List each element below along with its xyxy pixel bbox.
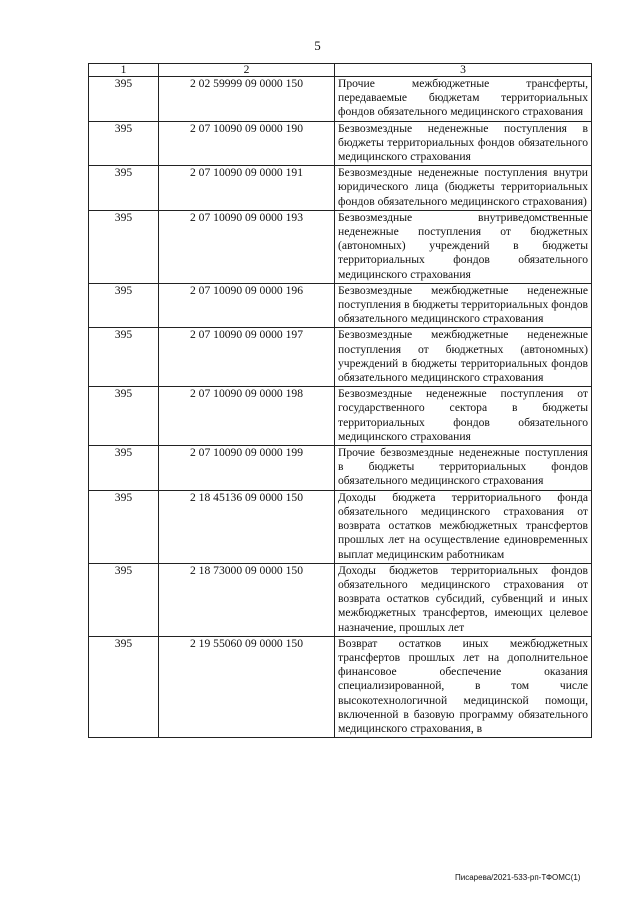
budget-code-cell: 2 07 10090 09 0000 193 [159,210,335,283]
budget-code-cell: 2 07 10090 09 0000 190 [159,121,335,166]
budget-code-cell: 2 07 10090 09 0000 191 [159,166,335,211]
admin-code-cell: 395 [89,166,159,211]
budget-code-cell: 2 19 55060 09 0000 150 [159,636,335,737]
table-row [89,563,592,636]
table-row [89,328,592,387]
table-row [89,636,592,737]
description-cell: Безвозмездные межбюджетные неденежные поступления от бюджетных (автономных) учреждений в бюджеты территориальных фондов обязательного медицинского страхования [335,328,592,387]
column-header-2: 2 [159,64,335,77]
description-cell: Возврат остатков иных межбюджетных трансфертов прошлых лет на дополнительное финансовое обеспечение оказания специализированной, в том числе высокотехнологичной медицинской помощи, включенной в базовую программу обязательного медицинского страхования, в [335,636,592,737]
admin-code-cell: 395 [89,387,159,446]
admin-code-cell: 395 [89,210,159,283]
table-row [89,210,592,283]
table-row [89,446,592,491]
description-cell: Прочие межбюджетные трансферты, передаваемые бюджетам территориальных фондов обязательного медицинского страхования [335,77,592,122]
description-cell: Безвозмездные внутриведомственные неденежные поступления от бюджетных (автономных) учреждений в бюджеты территориальных фондов обязательного медицинского страхования [335,210,592,283]
budget-code-cell: 2 18 73000 09 0000 150 [159,563,335,636]
table-row [89,121,592,166]
budget-code-cell: 2 07 10090 09 0000 199 [159,446,335,491]
admin-code-cell: 395 [89,563,159,636]
description-cell: Доходы бюджетов территориальных фондов обязательного медицинского страхования от возврата остатков субсидий, субвенций и иных межбюджетных трансфертов, имеющих целевое назначение, прошлых лет [335,563,592,636]
table-row [89,166,592,211]
document-footer-reference: Писарева/2021-533-рп-ТФОМС(1) [455,873,581,882]
admin-code-cell: 395 [89,446,159,491]
description-cell: Безвозмездные межбюджетные неденежные поступления в бюджеты территориальных фондов обязательного медицинского страхования [335,283,592,328]
budget-code-cell: 2 07 10090 09 0000 196 [159,283,335,328]
admin-code-cell: 395 [89,121,159,166]
admin-code-cell: 395 [89,77,159,122]
column-header-3: 3 [335,64,592,77]
description-cell: Прочие безвозмездные неденежные поступления в бюджеты территориальных фондов обязательного медицинского страхования [335,446,592,491]
description-cell: Безвозмездные неденежные поступления от государственного сектора в бюджеты территориальных фондов обязательного медицинского страхования [335,387,592,446]
page-number: 5 [314,38,321,53]
table-row [89,490,592,563]
admin-code-cell: 395 [89,328,159,387]
budget-codes-table [88,63,592,738]
budget-code-cell: 2 07 10090 09 0000 197 [159,328,335,387]
budget-code-cell: 2 18 45136 09 0000 150 [159,490,335,563]
description-cell: Безвозмездные неденежные поступления внутри юридического лица (бюджеты территориальных фондов обязательного медицинского страхования) [335,166,592,211]
description-cell: Доходы бюджета территориального фонда обязательного медицинского страхования от возврата остатков межбюджетных трансфертов прошлых лет на осуществление единовременных выплат медицинским работникам [335,490,592,563]
budget-code-cell: 2 02 59999 09 0000 150 [159,77,335,122]
admin-code-cell: 395 [89,490,159,563]
column-header-1: 1 [89,64,159,77]
description-cell: Безвозмездные неденежные поступления в бюджеты территориальных фондов обязательного медицинского страхования [335,121,592,166]
table-header-row [89,64,592,77]
table-row [89,283,592,328]
budget-code-cell: 2 07 10090 09 0000 198 [159,387,335,446]
admin-code-cell: 395 [89,283,159,328]
table-row [89,387,592,446]
admin-code-cell: 395 [89,636,159,737]
table-row [89,77,592,122]
